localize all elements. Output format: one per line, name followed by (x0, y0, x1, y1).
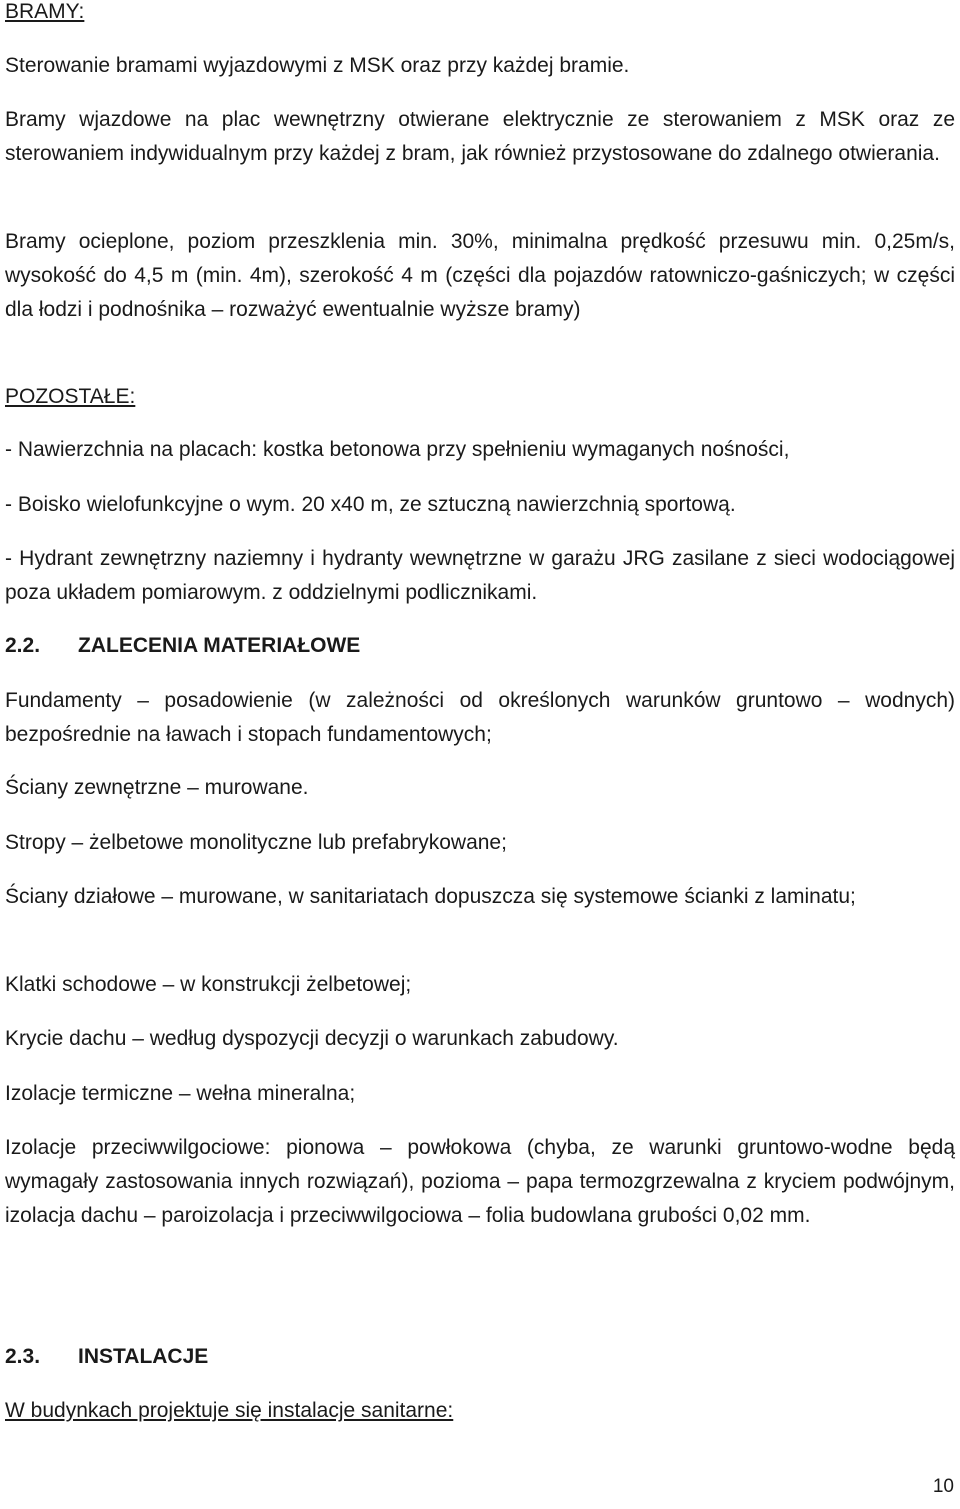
section-heading-2-3 (5, 1340, 955, 1374)
pozostale-item: - Hydrant zewnętrzny naziemny i hydranty wewnętrzne w garażu JRG zasilane z sieci wodociągowej poza układem pomiarowym. z oddzielnymi podlicznikami. (5, 547, 955, 604)
material-item: Stropy – żelbetowe monolityczne lub prefabrykowane; (5, 831, 507, 854)
material-item: Klatki schodowe – w konstrukcji żelbetowej; (5, 973, 412, 996)
section-number: 2.3. (5, 1345, 41, 1368)
page-number: 10 (932, 1476, 954, 1497)
material-item: Izolacje przeciwwilgociowe: pionowa – powłokowa (chyba, ze warunki gruntowo-wodne będą wymagały zastosowania innych rozwiązań), pozioma – papa termozgrzewalna z kryciem podwójnym, izolacja dachu – paroizolacja i przeciwwilgociowa – folia budowlana grubości 0,02 mm. (5, 1136, 955, 1227)
bramy-paragraph-3: Bramy ocieplone, poziom przeszklenia min. 30%, minimalna prędkość przesuwu min. 0,25m/s, wysokość do 4,5 m (min. 4m), szerokość 4 m (części dla pojazdów ratowniczo-gaśniczych; w części dla łodzi i podnośnika – rozważyć ewentualnie wyższe bramy) (5, 230, 955, 321)
bramy-heading: BRAMY: (5, 0, 85, 23)
pozostale-heading: POZOSTAŁE: (5, 385, 136, 408)
material-item: Krycie dachu – według dyspozycji decyzji o warunkach zabudowy. (5, 1027, 619, 1050)
material-item: Ściany zewnętrzne – murowane. (5, 776, 309, 799)
instalacje-subheading: W budynkach projektuje się instalacje sanitarne: (5, 1399, 454, 1422)
material-item: Fundamenty – posadowienie (w zależności od określonych warunków gruntowo – wodnych) bezpośrednie na ławach i stopach fundamentowych; (5, 689, 955, 746)
bramy-paragraph-2: Bramy wjazdowe na plac wewnętrzny otwierane elektrycznie ze sterowaniem z MSK oraz ze sterowaniem indywidualnym przy każdej z bram, jak również przystosowane do zdalnego otwierania. (5, 108, 955, 165)
pozostale-item: - Nawierzchnia na placach: kostka betonowa przy spełnieniu wymaganych nośności, (5, 438, 790, 461)
material-item: Izolacje termiczne – wełna mineralna; (5, 1082, 356, 1105)
section-heading-2-2 (5, 629, 955, 663)
pozostale-item: - Boisko wielofunkcyjne o wym. 20 x40 m, ze sztuczną nawierzchnią sportową. (5, 493, 736, 516)
section-title: INSTALACJE (78, 1345, 209, 1368)
section-number: 2.2. (5, 634, 41, 657)
section-title: ZALECENIA MATERIAŁOWE (78, 634, 361, 657)
bramy-paragraph-1: Sterowanie bramami wyjazdowymi z MSK oraz przy każdej bramie. (5, 54, 630, 77)
material-item: Ściany działowe – murowane, w sanitariatach dopuszcza się systemowe ścianki z laminatu; (5, 885, 856, 908)
